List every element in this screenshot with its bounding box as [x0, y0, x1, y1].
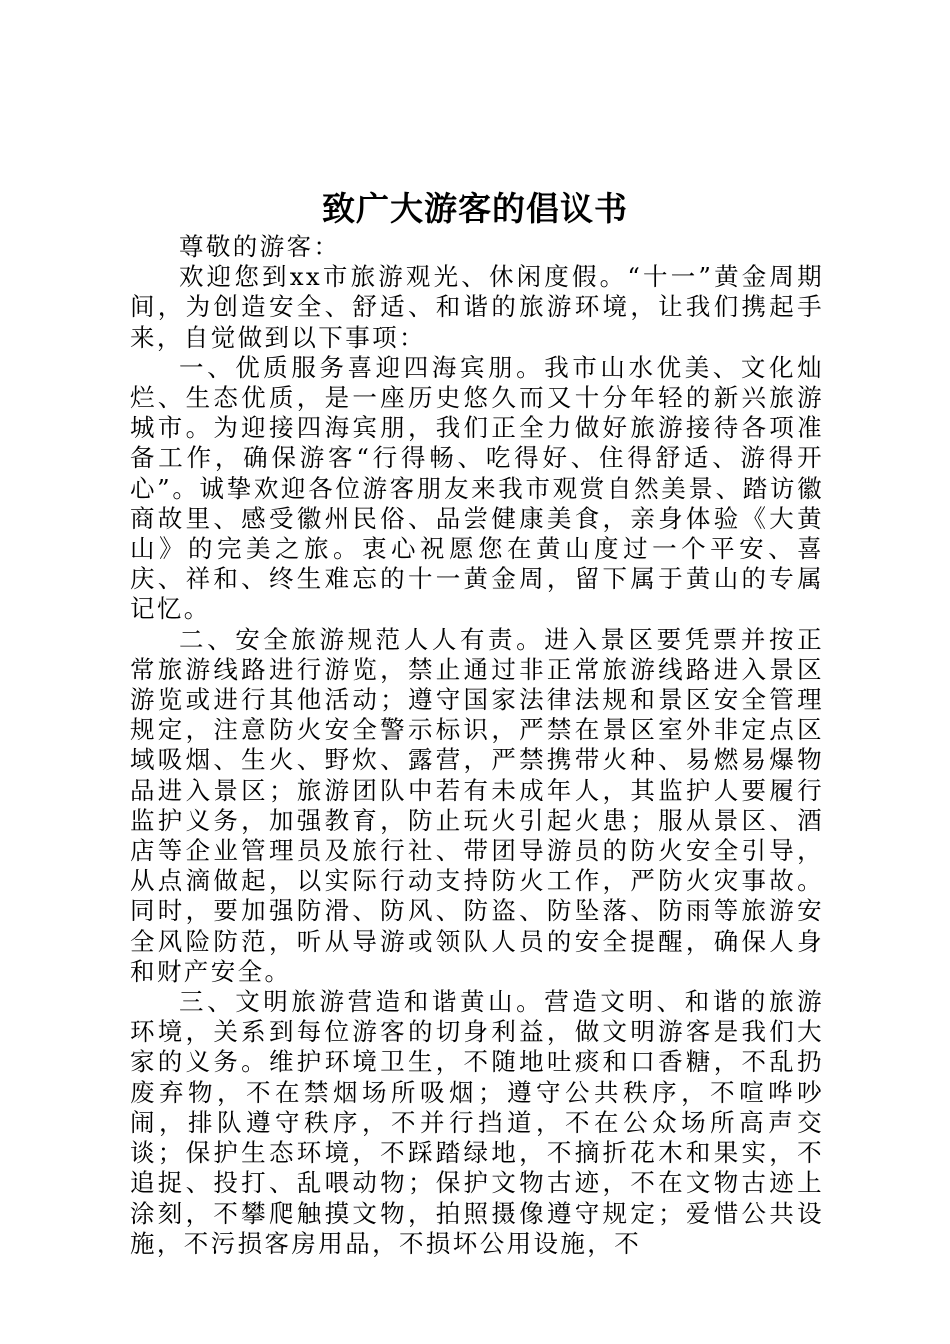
document-title: 致广大游客的倡议书	[322, 189, 628, 228]
paragraph-intro: 欢迎您到xx市旅游观光、休闲度假。“十一”黄金周期间，为创造安全、舒适、和谐的旅游环境，让我们携起手来，自觉做到以下事项：	[130, 262, 824, 352]
salutation: 尊敬的游客：	[179, 232, 341, 261]
document-body	[130, 232, 824, 1259]
paragraph-service: 一、优质服务喜迎四海宾朋。我市山水优美、文化灿烂、生态优质，是一座历史悠久而又十分年轻的新兴旅游城市。为迎接四海宾朋，我们正全力做好旅游接待各项准备工作，确保游客“行得畅、吃得好、住得舒适、游得开心”。诚挚欢迎各位游客朋友来我市观赏自然美景、踏访徽商故里、感受徽州民俗、品尝健康美食，亲身体验《大黄山》的完美之旅。衷心祝愿您在黄山度过一个平安、喜庆、祥和、终生难忘的十一黄金周，留下属于黄山的专属记忆。	[130, 352, 824, 624]
paragraph-safety: 二、安全旅游规范人人有责。进入景区要凭票并按正常旅游线路进行游览，禁止通过非正常旅游线路进入景区游览或进行其他活动；遵守国家法律法规和景区安全管理规定，注意防火安全警示标识，严禁在景区室外非定点区域吸烟、生火、野炊、露营，严禁携带火种、易燃易爆物品进入景区；旅游团队中若有未成年人，其监护人要履行监护义务，加强教育，防止玩火引起火患；服从景区、酒店等企业管理员及旅行社、带团导游员的防火安全引导，从点滴做起，以实际行动支持防火工作，严防火灾事故。同时，要加强防滑、防风、防盗、防坠落、防雨等旅游安全风险防范，听从导游或领队人员的安全提醒，确保人身和财产安全。	[130, 624, 824, 986]
paragraph-civility: 三、文明旅游营造和谐黄山。营造文明、和谐的旅游环境，关系到每位游客的切身利益，做文明游客是我们大家的义务。维护环境卫生，不随地吐痰和口香糖，不乱扔废弃物，不在禁烟场所吸烟；遵守公共秩序，不喧哗吵闹，排队遵守秩序，不并行挡道，不在公众场所高声交谈；保护生态环境，不踩踏绿地，不摘折花木和果实，不追捉、投打、乱喂动物；保护文物古迹，不在文物古迹上涂刻，不攀爬触摸文物，拍照摄像遵守规定；爱惜公共设施，不污损客房用品，不损坏公用设施，不	[130, 987, 824, 1258]
